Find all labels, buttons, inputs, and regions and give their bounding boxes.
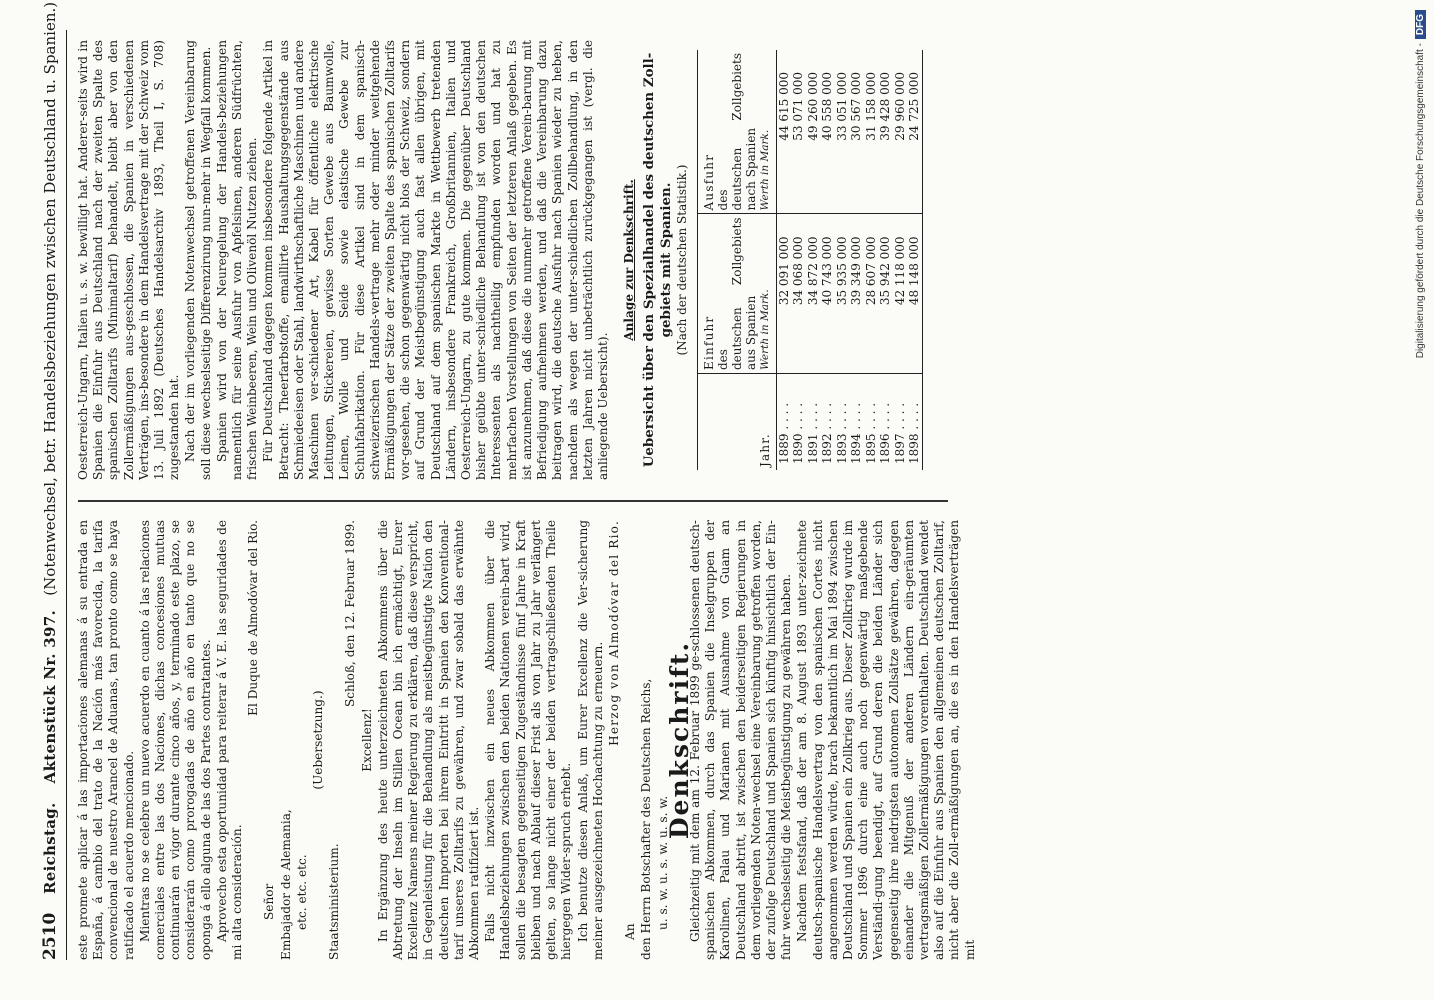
header-text: [41, 2, 59, 894]
cell-year: 1895 . . . .: [863, 402, 878, 464]
cell-import: 40 743 000: [820, 214, 835, 374]
addressee-spanish-3: etc. etc. etc.: [294, 854, 309, 930]
digitization-note-text-wrap: [1412, 10, 1430, 990]
table-row: [820, 50, 835, 470]
body-paragraph: Spanien wird von der Neuregelung der Handels-beziehungen namentlich für seine Ausfuhr von Apfelsinen, anderen Südfrüchten, frischen Weinbeeren, Wein und Olivenöl Nutzen ziehen.: [214, 40, 260, 480]
header-import-title: Einfuhr: [701, 315, 716, 370]
place-date: Schloß, den 12. Februar 1899.: [343, 520, 358, 708]
header-year: Jahr.: [697, 374, 776, 471]
german-paragraph: In Ergänzung des heute unterzeichneten Abkommens über die Abtretung der Inseln im Stillen Ocean bin ich ermächtigt, Eurer Excellenz Namens meiner Regierung zu erklären, daß diese verspricht, in Gegenleistung für die Behandlung als meistbegünstigte Nation den deutschen Importen bei ihrem Eintritt in Spanien den Konventional-tarif unseres Zolltarifs zu gewähren, und zwar sobald das erwähnte Abkommen ratifiziert ist.: [375, 520, 482, 960]
table-subtitle: (Nach der deutschen Statistik.): [675, 164, 690, 356]
cell-import: 35 935 000: [835, 214, 850, 374]
table-row: [835, 50, 850, 470]
header-import: [697, 214, 776, 374]
cell-year: 1893 . . . .: [834, 402, 849, 464]
spanish-paragraph: Mientras no se celebre un nuevo acuerdo en cuanto á las relaciones comerciales entre las dos Naciones, dichas concesiones mutuas continuarán en vigor durante cinco años, y, terminado este plazo, se considerarán como prorogadas de año en año en tanto que no se oponga á ello alguna de las dos Partes contratantes.: [137, 520, 213, 960]
cell-year: 1894 . . . .: [849, 402, 864, 464]
cell-year: 1889 . . . .: [776, 402, 791, 464]
header-subject: (Notenwechsel, betr. Handelsbeziehungen zwischen Deutschland u. Spanien.): [41, 1, 59, 596]
ministry-label: Staatsministerium.: [327, 843, 342, 960]
header-import-unit: Werth in Mark.: [758, 289, 771, 370]
spanish-paragraph: este promete aplicar á las importaciones alemanas á su entrada en España, á cambio del trato de la Nación más favorecida, la tarifa convencional de nuestro Arancel de Aduanas, tan pronto como se haya ratificado el acuerdo mencionado.: [76, 520, 136, 960]
addressee-spanish-2: Embajador de Alemania,: [278, 809, 293, 960]
cell-year: 1890 . . . .: [791, 402, 806, 464]
spanish-paragraph: Aprovecho esta oportunidad para reiterar á V. E. las seguridades de mi alta consideración.: [214, 520, 245, 960]
cell-import: 42 118 000: [893, 214, 908, 374]
cell-export: 53 071 000: [791, 50, 806, 214]
table-row: [791, 50, 806, 470]
column-divider: [78, 501, 948, 503]
addressee-german-3: u. s. w. u. s. w. u. s. w.: [655, 795, 670, 930]
german-paragraph: Falls nicht inzwischen ein neues Abkommen über die Handelsbeziehungen zwischen den beiden Nationen verein-bart wird, sollen die besagten gegenseitigen Zugeständnisse fünf Jahre in Kraft bleiben und nach Ablauf dieser Frist als von Jahr zu Jahr verlängert gelten, so lange nicht einer der beiden vertragschließenden Theile hiergegen Wider-spruch erhebt.: [483, 520, 574, 960]
header-export-mid: des: [715, 189, 730, 211]
cell-export: 33 051 000: [835, 50, 850, 214]
right-column: [76, 40, 923, 480]
addressee-spanish-1: Señor: [262, 883, 277, 920]
left-column: [76, 520, 979, 960]
cell-import: 32 091 000: [776, 214, 791, 374]
german-paragraph: Ich benutze diesen Anlaß, um Eurer Excellenz die Ver-sicherung meiner ausgezeichneten Hochachtung zu erneuern.: [575, 520, 605, 960]
signature-spanish: El Duque de Almodóvar del Rio.: [246, 520, 261, 716]
cell-export: 39 428 000: [878, 50, 893, 214]
signature-german: Herzog von Almodóvar del Rio.: [606, 520, 621, 746]
cell-import: 48 148 000: [907, 214, 922, 374]
table-row: [864, 50, 879, 470]
header-export-title: Ausfuhr: [701, 153, 716, 211]
cell-import: 28 607 000: [864, 214, 879, 374]
dfg-logo: DFG: [1415, 10, 1426, 39]
cell-year: 1896 . . . .: [878, 402, 893, 464]
digitization-note: [1412, 10, 1430, 990]
cell-import: 35 942 000: [878, 214, 893, 374]
cell-year: 1897 . . . .: [892, 402, 907, 464]
body-paragraph: Oesterreich-Ungarn, Italien u. s. w. bewilligt hat. Anderer-seits wird in Spanien die Einfuhr aus Deutschland nach der zweiten Spalte des spanischen Zolltarifs (Minimaltarif) behandelt, bleibt aber von den Zollermäßigungen aus-geschlossen, die Spanien in verschiedenen Verträgen, ins-besondere in dem Handelsvertrage mit der Schweiz vom 13. Juli 1892 (Deutsches Handelsarchiv 1893, Theil I, S. 708) zugestanden hat.: [76, 40, 182, 480]
header-left-text: Reichstag.: [41, 802, 59, 894]
cell-export: 44 615 000: [776, 50, 791, 214]
translation-label: (Uebersetzung.): [311, 690, 326, 790]
table-row: [907, 50, 922, 470]
cell-import: 39 349 000: [849, 214, 864, 374]
cell-year: 1891 . . . .: [805, 402, 820, 464]
denkschrift-title: Denkschrift.: [664, 640, 694, 840]
document-number: Aktenstück Nr. 397.: [41, 610, 59, 784]
table-row: [806, 50, 821, 470]
page-number: 2510: [40, 912, 60, 960]
addressee-german-2: den Herrn Botschafter des Deutschen Reichs,: [639, 678, 654, 960]
body-paragraph: Für Deutschland dagegen kommen insbesondere folgende Artikel in Betracht: Theerfarbstoffe, emaillirte Haushaltungsgegenstände aus Schmiedeeisen oder Stahl, landwirthschaftliche Maschinen und andere Maschinen ver-schiedener Art, Kabel für öffentliche elektrische Leitungen, Stickereien, gewisse Sorten Gewebe aus Baumwolle, Leinen, Wolle und Seide sowie elastische Gewebe zur Schuhfabrikation. Für diese Artikel sind in dem spanisch-schweizerischen Handels-vertrage mehr oder minder weitgehende Ermäßigungen der Sätze der zweiten Spalte des spanischen Zolltarifs vor-gesehen, die schon gegenwärtig nicht blos der Schweiz, sondern auf Grund der Meistbegünstigung auch fast allen übrigen, mit Deutschland auf dem spanischen Markte in Wettbewerb tretenden Ländern, insbesondere Frankreich, Großbritannien, Italien und Oesterreich-Ungarn, zu gute kommen. Die gegenüber Deutschland bisher geübte unter-schiedliche Behandlung ist von den deutschen Interessenten als nachtheilig empfunden worden und hat zu mehrfachen Vorstellungen von Seiten der letzteren Anlaß gegeben. Es ist anzunehmen, daß diese die nunmehr getroffene Verein-barung mit Befriedigung aufnehmen werden, und daß die Vereinbarung dazu beitragen wird, die deutsche Ausfuhr nach Spanien wieder zu heben, nachdem als wegen der unter-schiedlichen Zollbehandlung, in den letzten Jahren nicht unbeträchtlich zurückgegangen ist (vergl. die anliegende Uebersicht).: [261, 40, 610, 480]
header-export: [697, 50, 776, 214]
cell-export: 40 558 000: [820, 50, 835, 214]
annex-label: Anlage zur Denkschrift.: [622, 179, 637, 341]
table-row: [893, 50, 908, 470]
header-import-mid: des: [715, 349, 730, 370]
cell-export: 29 960 000: [893, 50, 908, 214]
table-row: [849, 50, 864, 470]
spacer: [612, 40, 622, 480]
addressee-german-1: An: [623, 923, 638, 940]
cell-year: 1898 . . . .: [907, 374, 922, 471]
cell-import: 34 068 000: [791, 214, 806, 374]
denkschrift-paragraph: Nachdem festsfand, daß der am 8. August 1893 unter-zeichnete deutsch-spanische Handelsvertrag von den spanischen Cortes nicht angenommen werden würde, brach bekanntlich im Mai 1894 zwischen Deutschland und Spanien ein Zollkrieg aus. Dieser Zollkrieg wurde im Sommer 1896 durch eine auch noch gegenwärtig maßgebende Verständi-gung beendigt, auf Grund deren die beiden Länder sich gegenseitig ihre niedrigsten autonomen Zollsätze gewähren, dagegen einander die Mitgenuß der anderen Ländern ein-geräumten vertragsmäßigen Zollermäßigungen vorenthalten. Deutschland wendet also auf die Einfuhr aus Spanien den allgemeinen deutschen Zolltarif, nicht aber die Zoll-ermäßigungen an, die es in den Handelsverträgen mit: [795, 520, 977, 960]
salutation: Excellenz!: [359, 708, 374, 772]
table-header-row: [697, 50, 776, 470]
body-paragraph: Nach der im vorliegenden Notenwechsel getroffenen Vereinbarung soll diese wechselseitige Differenzirung nun-mehr in Wegfall kommen.: [183, 40, 213, 480]
cell-import: 34 872 000: [806, 214, 821, 374]
header-import-desc: deutschen Zollgebiets aus Spanien: [729, 217, 758, 370]
trade-table: [697, 50, 923, 470]
denkschrift-paragraph: Gleichzeitig mit dem am 12. Februar 1899 ge-schlossenen deutsch-spanischen Abkommen, durch das Spanien die Inselgruppen der Karolinen, Palau und Marianen mit Ausnahme von Guam an Deutschland abtritt, ist zwischen den beiderseitigen Regierungen in dem vorliegenden Noten-wechsel eine Vereinbarung getroffen worden, der zufolge Deutschland und Spanien sich künftig hinsichtlich der Ein-fuhr wechselseitig die Meistbegünstigung zu gewähren haben.: [687, 520, 794, 960]
header-export-unit: Werth in Mark.: [758, 129, 771, 211]
table-row: [878, 50, 893, 470]
cell-export: 31 158 000: [864, 50, 879, 214]
cell-export: 49 260 000: [806, 50, 821, 214]
digitization-note-text: Digitalisierung gefördert durch die Deutsche Forschungsgemeinschaft -: [1415, 43, 1426, 359]
cell-year: 1892 . . . .: [820, 402, 835, 464]
page-header: [36, 1, 67, 960]
table-row: [776, 50, 791, 470]
header-export-desc: deutschen Zollgebiets nach Spanien: [729, 53, 758, 211]
table-title: Uebersicht über den Spezialhandel des deutschen Zoll-gebiets mit Spanien.: [641, 52, 675, 468]
cell-export: 24 725 000: [907, 50, 922, 214]
cell-export: 30 567 000: [849, 50, 864, 214]
table-body: [776, 50, 922, 470]
